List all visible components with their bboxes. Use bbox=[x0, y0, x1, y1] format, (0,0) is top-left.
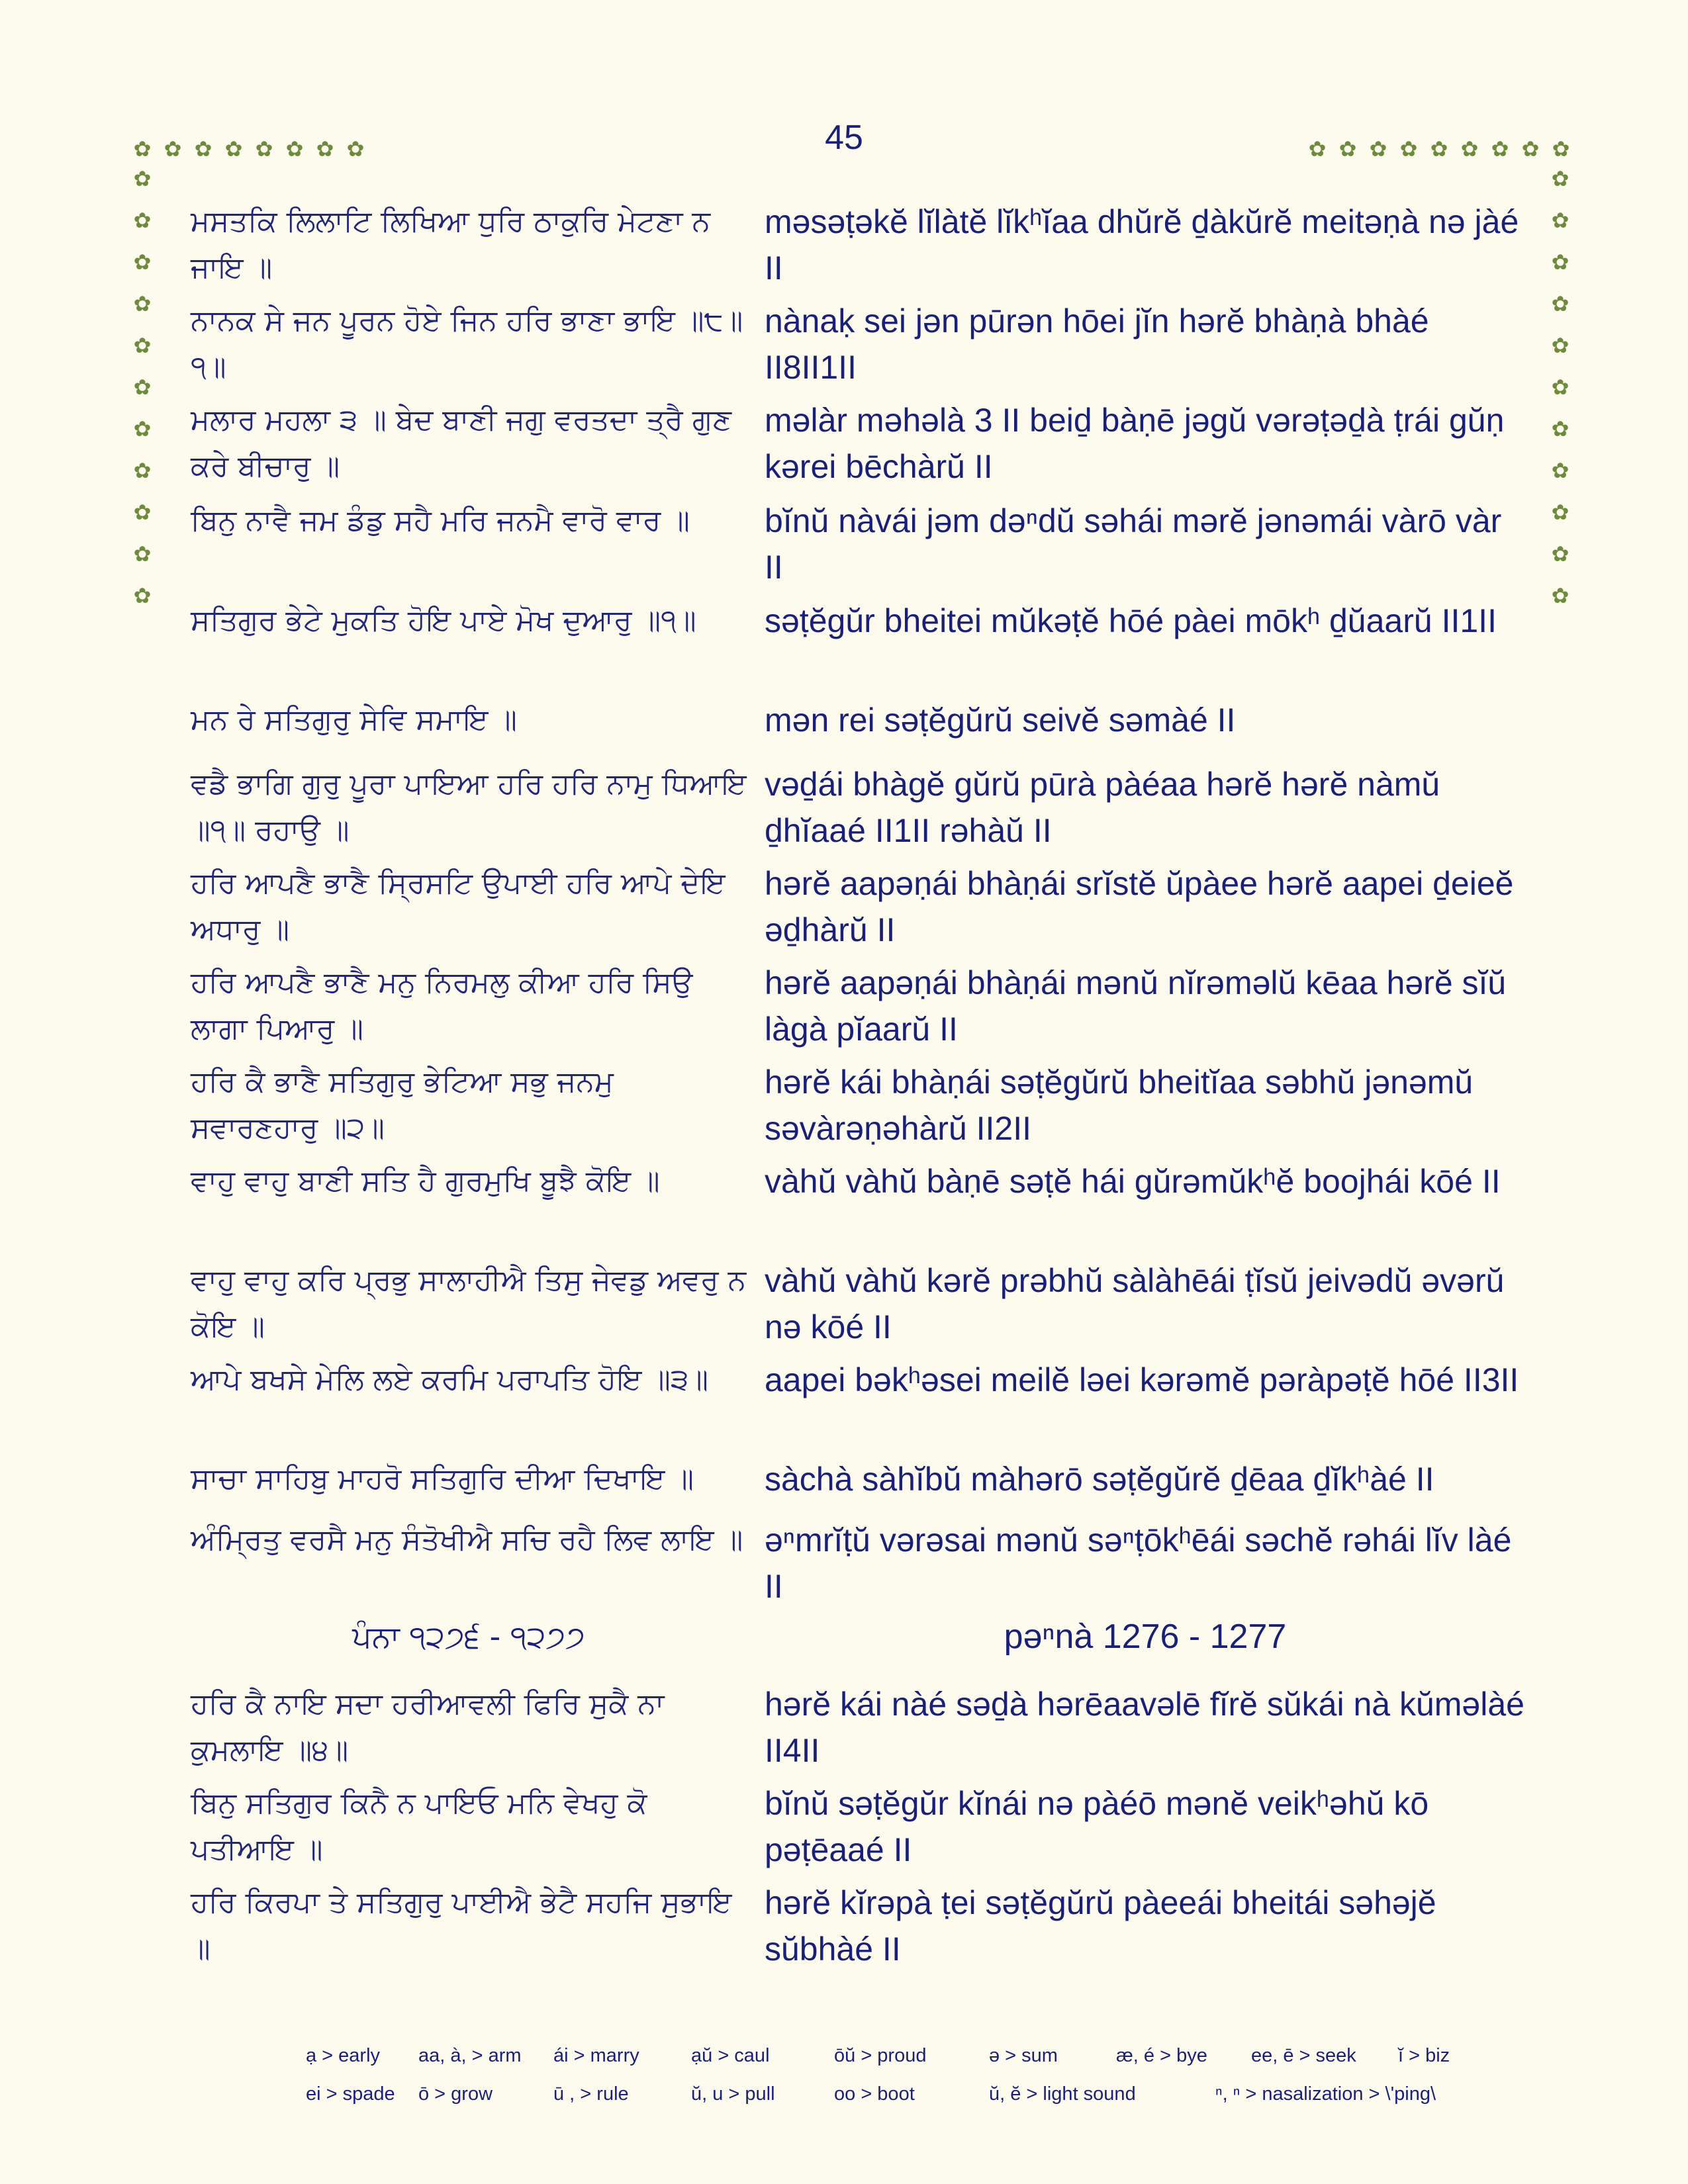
gurmukhi-line: ਵਾਹੁ ਵਾਹੁ ਕਰਿ ਪ੍ਰਭੁ ਸਾਲਾਹੀਐ ਤਿਸੁ ਜੇਵਡੁ ਅਵਰੁ ਨ ਕੋਇ ॥ bbox=[191, 1263, 747, 1343]
flower-icon: ✿ bbox=[133, 542, 152, 566]
transliteration-line: vəḏái bhàgĕ gŭrŭ pūrà pàéaa hərĕ hərĕ nàmŭ ḏhĭaaé II1II rəhàŭ II bbox=[765, 766, 1440, 849]
transliteration-line: bĭnŭ səṭĕgŭr kĭnái nə pàéō mənĕ veikʰəhŭ kō pəṭēaaé II bbox=[765, 1785, 1429, 1868]
transliteration-line: hərĕ kái nàé səḏà hərēaavəlē fĭrĕ sŭkái nà kŭməlàé II4II bbox=[765, 1686, 1524, 1769]
gurmukhi-line: ਬਿਨੁ ਸਤਿਗੁਰ ਕਿਨੈ ਨ ਪਾਇਓ ਮਨਿ ਵੇਖਹੁ ਕੋ ਪਤੀਆਇ ॥ bbox=[191, 1786, 647, 1866]
flower-icon: ✿ bbox=[164, 137, 182, 161]
flower-icon: ✿ bbox=[133, 500, 152, 524]
gurmukhi-line: ਮਨ ਰੇ ਸਤਿਗੁਰੁ ਸੇਵਿ ਸਮਾਇ ॥ bbox=[191, 703, 517, 737]
flower-icon: ✿ bbox=[346, 137, 365, 161]
transliteration-line: vàhŭ vàhŭ bàṇē səṭĕ hái gŭrəmŭkʰĕ boojhái kōé II bbox=[765, 1163, 1501, 1200]
key-item: ⁿ, ⁿ > nasalization > \'ping\ bbox=[1215, 2083, 1436, 2105]
gurmukhi-line: ਮਲਾਰ ਮਹਲਾ ੩ ॥ ਬੇਦ ਬਾਣੀ ਜਗੁ ਵਰਤਦਾ ਤ੍ਰੈ ਗੁਣ ਕਰੇ ਬੀਚਾਰੁ ॥ bbox=[191, 403, 732, 483]
flower-icon: ✿ bbox=[1551, 208, 1570, 232]
flower-icon: ✿ bbox=[1338, 137, 1357, 161]
key-item: ō > grow bbox=[418, 2083, 493, 2105]
key-item: ū , > rule bbox=[553, 2083, 629, 2105]
gurmukhi-line: ਆਪੇ ਬਖਸੇ ਮੇਲਿ ਲਏ ਕਰਮਿ ਪਰਾਪਤਿ ਹੋਇ ॥੩॥ bbox=[191, 1363, 708, 1396]
key-item: ee, ē > seek bbox=[1251, 2045, 1356, 2066]
transliteration-line: sàchà sàhĭbŭ màhərō səṭĕgŭrĕ ḏēaa ḏĭkʰàé II bbox=[765, 1461, 1434, 1498]
flower-icon: ✿ bbox=[1308, 137, 1327, 161]
key-item: aa, à, > arm bbox=[418, 2045, 522, 2066]
gurmukhi-line: ਹਰਿ ਆਪਣੈ ਭਾਣੈ ਮਨੁ ਨਿਰਮਲੁ ਕੀਆ ਹਰਿ ਸਿਉ ਲਾਗਾ ਪਿਆਰੁ ॥ bbox=[191, 966, 693, 1046]
transliteration-line: əⁿmrĭṭŭ vərəsai mənŭ səⁿṭōkʰēái səchĕ rəhái lĭv làé II bbox=[765, 1522, 1512, 1605]
flower-icon: ✿ bbox=[1551, 375, 1570, 399]
transliteration-line: nànaḳ sei jən pūrən hōei jĭn hərĕ bhàṇà bhàé II8II1II bbox=[765, 302, 1429, 386]
gurmukhi-line: ਨਾਨਕ ਸੇ ਜਨ ਪੂਰਨ ਹੋਏ ਜਿਨ ਹਰਿ ਭਾਣਾ ਭਾਇ ॥੮॥੧॥ bbox=[191, 304, 743, 384]
flower-icon: ✿ bbox=[1551, 292, 1570, 316]
flower-icon: ✿ bbox=[1369, 137, 1387, 161]
key-item: ái > marry bbox=[553, 2045, 639, 2066]
flower-icon: ✿ bbox=[1551, 334, 1570, 357]
key-item: ĭ > biz bbox=[1398, 2045, 1450, 2066]
transliteration-line: hərĕ kĭrəpà ṭei səṭĕgŭrŭ pàeeái bheitái səhəjĕ sŭbhàé II bbox=[765, 1884, 1436, 1968]
page-number: 45 bbox=[825, 118, 863, 157]
flower-icon: ✿ bbox=[1551, 500, 1570, 524]
flower-icon: ✿ bbox=[1460, 137, 1479, 161]
flower-icon: ✿ bbox=[133, 375, 152, 399]
flower-icon: ✿ bbox=[194, 137, 212, 161]
flower-icon: ✿ bbox=[133, 584, 152, 608]
gurmukhi-line: ਹਰਿ ਕਿਰਪਾ ਤੇ ਸਤਿਗੁਰੁ ਪਾਈਐ ਭੇਟੈ ਸਹਜਿ ਸੁਭਾਇ ॥ bbox=[191, 1886, 732, 1966]
gurmukhi-line: ਵਾਹੁ ਵਾਹੁ ਬਾਣੀ ਸਤਿ ਹੈ ਗੁਰਮੁਖਿ ਬੂਝੈ ਕੋਇ ॥ bbox=[191, 1164, 660, 1198]
key-item: ə > sum bbox=[989, 2045, 1058, 2066]
key-item: æ, é > bye bbox=[1116, 2045, 1207, 2066]
transliteration-line: hərĕ aapəṇái bhàṇái srĭstĕ ŭpàee hərĕ aapei ḏeieĕ əḏhàrŭ II bbox=[765, 865, 1514, 948]
transliteration-line: məlàr məhəlà 3 II beiḏ bàṇē jəgŭ vərəṭəḏà ṭrái gŭṇ kərei bēchàrŭ II bbox=[765, 402, 1505, 485]
flower-icon: ✿ bbox=[1399, 137, 1418, 161]
gurmukhi-line: ਬਿਨੁ ਨਾਵੈ ਜਮ ਡੰਡੁ ਸਹੈ ਮਰਿ ਜਨਮੈ ਵਾਰੋ ਵਾਰ ॥ bbox=[191, 504, 690, 537]
transliteration-line: mən rei səṭĕgŭrŭ seivĕ səmàé II bbox=[765, 702, 1236, 739]
transliteration-line: hərĕ kái bhàṇái səṭĕgŭrŭ bheitĭaa səbhŭ jənəmŭ səvàrəṇəhàrŭ II2II bbox=[765, 1064, 1474, 1147]
gurmukhi-line: ਹਰਿ ਕੈ ਨਾਇ ਸਦਾ ਹਰੀਆਵਲੀ ਫਿਰਿ ਸੁਕੈ ਨਾ ਕੁਮਲਾਇ ॥੪॥ bbox=[191, 1687, 665, 1767]
flower-icon: ✿ bbox=[1551, 250, 1570, 274]
transliteration-line: aapei bəkʰəsei meilĕ ləei kərəmĕ pəràpəṭĕ hōé II3II bbox=[765, 1361, 1519, 1398]
flower-icon: ✿ bbox=[1551, 417, 1570, 441]
key-item: ạŭ > caul bbox=[691, 2045, 770, 2066]
flower-icon: ✿ bbox=[285, 137, 304, 161]
key-item: oo > boot bbox=[834, 2083, 915, 2105]
flower-icon: ✿ bbox=[133, 334, 152, 357]
key-item: ạ > early bbox=[306, 2045, 381, 2066]
gurmukhi-line: ਸਾਚਾ ਸਾਹਿਬੁ ਮਾਹਰੋ ਸਤਿਗੁਰਿ ਦੀਆ ਦਿਖਾਇ ॥ bbox=[191, 1462, 694, 1496]
flower-icon: ✿ bbox=[1551, 584, 1570, 608]
flower-icon: ✿ bbox=[1430, 137, 1448, 161]
flower-icon: ✿ bbox=[133, 459, 152, 482]
flower-icon: ✿ bbox=[133, 137, 152, 161]
page-marker-transliteration: pəⁿnà 1276 - 1277 bbox=[1004, 1617, 1287, 1656]
key-item: ŭ, u > pull bbox=[691, 2083, 775, 2105]
flower-icon: ✿ bbox=[133, 167, 152, 191]
flower-icon: ✿ bbox=[224, 137, 243, 161]
gurmukhi-line: ਸਤਿਗੁਰ ਭੇਟੇ ਮੁਕਤਿ ਹੋਇ ਪਾਏ ਮੋਖ ਦੁਆਰੁ ॥੧॥ bbox=[191, 604, 696, 637]
flower-icon: ✿ bbox=[1552, 137, 1570, 161]
flower-icon: ✿ bbox=[1521, 137, 1540, 161]
transliteration-line: vàhŭ vàhŭ kərĕ prəbhŭ sàlàhēái ṭĭsŭ jeivədŭ əvərŭ nə kōé II bbox=[765, 1262, 1505, 1345]
flower-icon: ✿ bbox=[133, 208, 152, 232]
gurmukhi-line: ਹਰਿ ਆਪਣੈ ਭਾਣੈ ਸ੍ਰਿਸਟਿ ਉਪਾਈ ਹਰਿ ਆਪੇ ਦੇਇ ਅਧਾਰੁ ॥ bbox=[191, 866, 726, 946]
key-item: ōŭ > proud bbox=[834, 2045, 927, 2066]
flower-icon: ✿ bbox=[133, 250, 152, 274]
transliteration-line: məsəṭəkĕ lĭlàtĕ lĭkʰĭaa dhŭrĕ ḏàkŭrĕ meitəṇà nə jàé II bbox=[765, 203, 1519, 287]
flower-icon: ✿ bbox=[133, 417, 152, 441]
flower-icon: ✿ bbox=[1551, 459, 1570, 482]
gurmukhi-line: ਵਡੈ ਭਾਗਿ ਗੁਰੁ ਪੂਰਾ ਪਾਇਆ ਹਰਿ ਹਰਿ ਨਾਮੁ ਧਿਆਇ ॥੧॥ ਰਹਾਉ ॥ bbox=[191, 767, 747, 847]
key-item: ŭ, ĕ > light sound bbox=[989, 2083, 1136, 2105]
flower-icon: ✿ bbox=[1551, 167, 1570, 191]
flower-icon: ✿ bbox=[255, 137, 273, 161]
gurmukhi-line: ਹਰਿ ਕੈ ਭਾਣੈ ਸਤਿਗੁਰੁ ਭੇਟਿਆ ਸਭੁ ਜਨਮੁ ਸਵਾਰਣਹਾਰੁ ॥੨॥ bbox=[191, 1065, 614, 1145]
flower-icon: ✿ bbox=[316, 137, 334, 161]
transliteration-line: bĭnŭ nàvái jəm dəⁿdŭ səhái mərĕ jənəmái vàrō vàr II bbox=[765, 502, 1502, 586]
transliteration-line: səṭĕgŭr bheitei mŭkəṭĕ hōé pàei mōkʰ ḏŭaarŭ II1II bbox=[765, 602, 1497, 639]
flower-icon: ✿ bbox=[1491, 137, 1509, 161]
flower-icon: ✿ bbox=[133, 292, 152, 316]
flower-icon: ✿ bbox=[1551, 542, 1570, 566]
transliteration-line: hərĕ aapəṇái bhàṇái mənŭ nĭrəməlŭ kēaa hərĕ sĭŭ làgà pĭaarŭ II bbox=[765, 964, 1507, 1048]
gurmukhi-line: ਅੰਮ੍ਰਿਤੁ ਵਰਸੈ ਮਨੁ ਸੰਤੋਖੀਐ ਸਚਿ ਰਹੈ ਲਿਵ ਲਾਇ ॥ bbox=[191, 1523, 743, 1557]
gurmukhi-line: ਮਸਤਕਿ ਲਿਲਾਟਿ ਲਿਖਿਆ ਧੁਰਿ ਠਾਕੁਰਿ ਮੇਟਣਾ ਨ ਜਾਇ ॥ bbox=[191, 205, 710, 285]
key-item: ei > spade bbox=[306, 2083, 395, 2105]
page-marker-gurmukhi: ਪੰਨਾ ੧੨੭੬ - ੧੨੭੭ bbox=[352, 1619, 585, 1655]
